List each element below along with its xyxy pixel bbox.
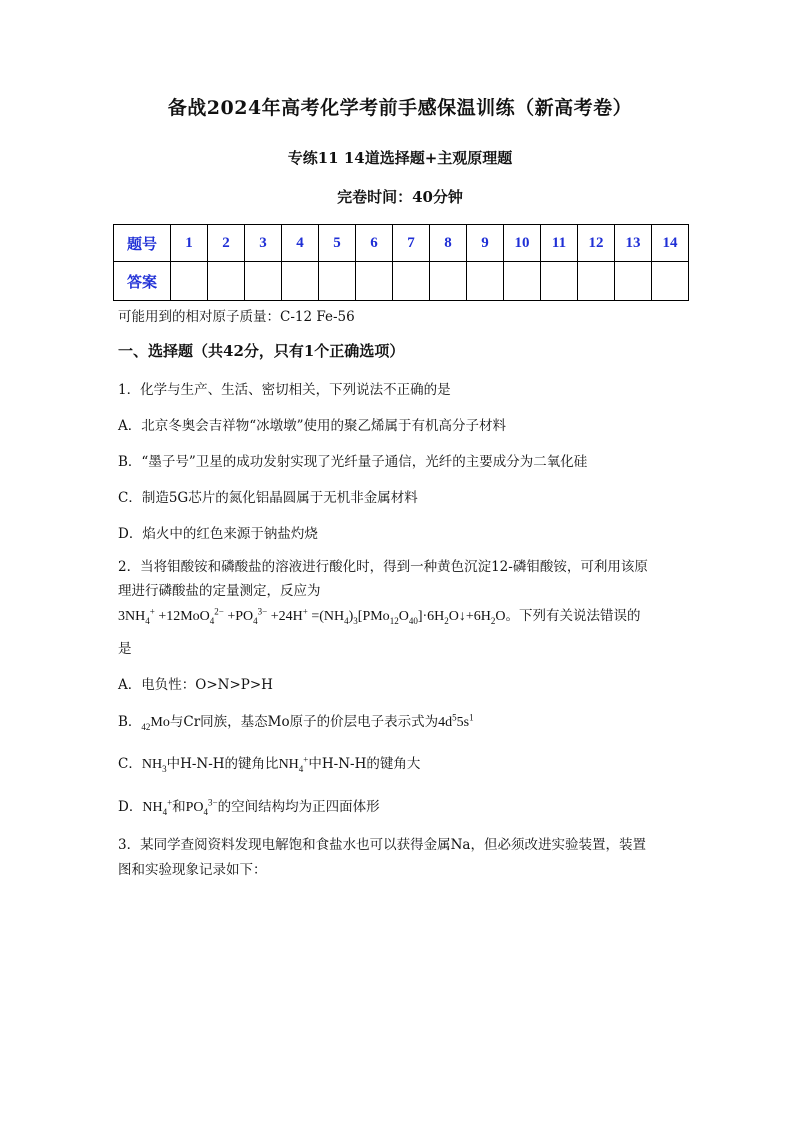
section-heading: 一、选择题（共42分，只有1个正确选项） — [118, 342, 405, 360]
number-cell: 13 — [615, 225, 652, 262]
answer-cell — [356, 262, 393, 301]
answer-cell — [393, 262, 430, 301]
number-cell: 8 — [430, 225, 467, 262]
answer-cell — [504, 262, 541, 301]
number-cell: 1 — [171, 225, 208, 262]
q3-stem-line2: 图和实验现象记录如下： — [118, 862, 267, 878]
q2-stem-continued: 。下列有关说法错误的 — [505, 608, 641, 624]
q2-stem-line2: 理进行磷酸盐的定量测定，反应为 — [118, 583, 321, 599]
q3-stem-line1: 3．某同学查阅资料发现电解饱和食盐水也可以获得金属Na，但必须改进实验装置，装置 — [118, 837, 646, 853]
atomic-mass-note: 可能用到的相对原子质量：C-12 Fe-56 — [118, 309, 355, 325]
q2-option-d: D．$NH_4^+$和$PO_4^{3-}$的空间结构均为正四面体形 — [118, 797, 380, 817]
q1-option-b: B．“墨子号”卫星的成功发射实现了光纤量子通信，光纤的主要成分为二氧化硅 — [118, 454, 588, 470]
number-cell: 9 — [467, 225, 504, 262]
electron-config: $4d^55s^1$ — [438, 712, 474, 730]
answer-cell — [245, 262, 282, 301]
q1-option-d: D．焰火中的红色来源于钠盐灼烧 — [118, 526, 318, 542]
answer-cell — [578, 262, 615, 301]
number-cell: 3 — [245, 225, 282, 262]
row-label-answer: 答案 — [114, 262, 171, 301]
mo-symbol: $_{42}$Mo — [141, 715, 170, 732]
nh3-formula: $NH_3$ — [141, 757, 167, 774]
question-number-row — [114, 225, 689, 262]
answer-cell — [208, 262, 245, 301]
number-cell: 6 — [356, 225, 393, 262]
q2-option-c: C．$NH_3$中H-N-H的键角比$NH_4^+$中H-N-H的键角大 — [118, 754, 421, 774]
nh4-formula: $NH_4^+$ — [142, 797, 173, 817]
po4-formula: $PO_4^{3-}$ — [185, 797, 218, 817]
answer-cell — [282, 262, 319, 301]
q2-equation-line — [118, 604, 641, 626]
answer-cell — [430, 262, 467, 301]
answer-table — [113, 224, 689, 301]
page-subtitle: 专练11 14道选择题+主观原理题 — [287, 149, 513, 167]
row-label-number: 题号 — [114, 225, 171, 262]
q2-option-a: A．电负性：O>N>P>H — [118, 677, 273, 693]
page-title: 备战2024年高考化学考前手感保温训练（新高考卷） — [167, 97, 633, 119]
q1-option-c: C．制造5G芯片的氮化铝晶圆属于无机非金属材料 — [118, 490, 418, 506]
answer-cell — [319, 262, 356, 301]
answer-cell — [171, 262, 208, 301]
number-cell: 7 — [393, 225, 430, 262]
answer-cell — [467, 262, 504, 301]
q2-stem-line3: 是 — [118, 641, 132, 657]
answer-cell — [652, 262, 689, 301]
number-cell: 5 — [319, 225, 356, 262]
q2-option-b: B．$_{42}$Mo与Cr同族，基态Mo原子的价层电子表示式为$4d^55s^1$ — [118, 712, 474, 732]
q2-stem-line1: 2．当将钼酸铵和磷酸盐的溶液进行酸化时，得到一种黄色沉淀12-磷钼酸铵，可利用该原 — [118, 559, 648, 575]
answer-row — [114, 262, 689, 301]
reaction-equation: $3NH_4^+ +12MoO_4^{2-} +PO_4^{3-} +24H^+$ $=(NH_4)_3[PMo_{12}O_{40}]\cdot 6H_2O↓+6H_2O$ — [118, 606, 506, 626]
number-cell: 4 — [282, 225, 319, 262]
q1-option-a: A．北京冬奥会吉祥物“冰墩墩”使用的聚乙烯属于有机高分子材料 — [118, 418, 507, 434]
nh4-formula: $NH_4^+$ — [278, 754, 309, 774]
q1-stem: 1．化学与生产、生活、密切相关，下列说法不正确的是 — [118, 382, 451, 398]
time-limit: 完卷时间：40分钟 — [337, 188, 463, 206]
answer-cell — [615, 262, 652, 301]
number-cell: 10 — [504, 225, 541, 262]
number-cell: 11 — [541, 225, 578, 262]
answer-cell — [541, 262, 578, 301]
number-cell: 14 — [652, 225, 689, 262]
number-cell: 12 — [578, 225, 615, 262]
number-cell: 2 — [208, 225, 245, 262]
